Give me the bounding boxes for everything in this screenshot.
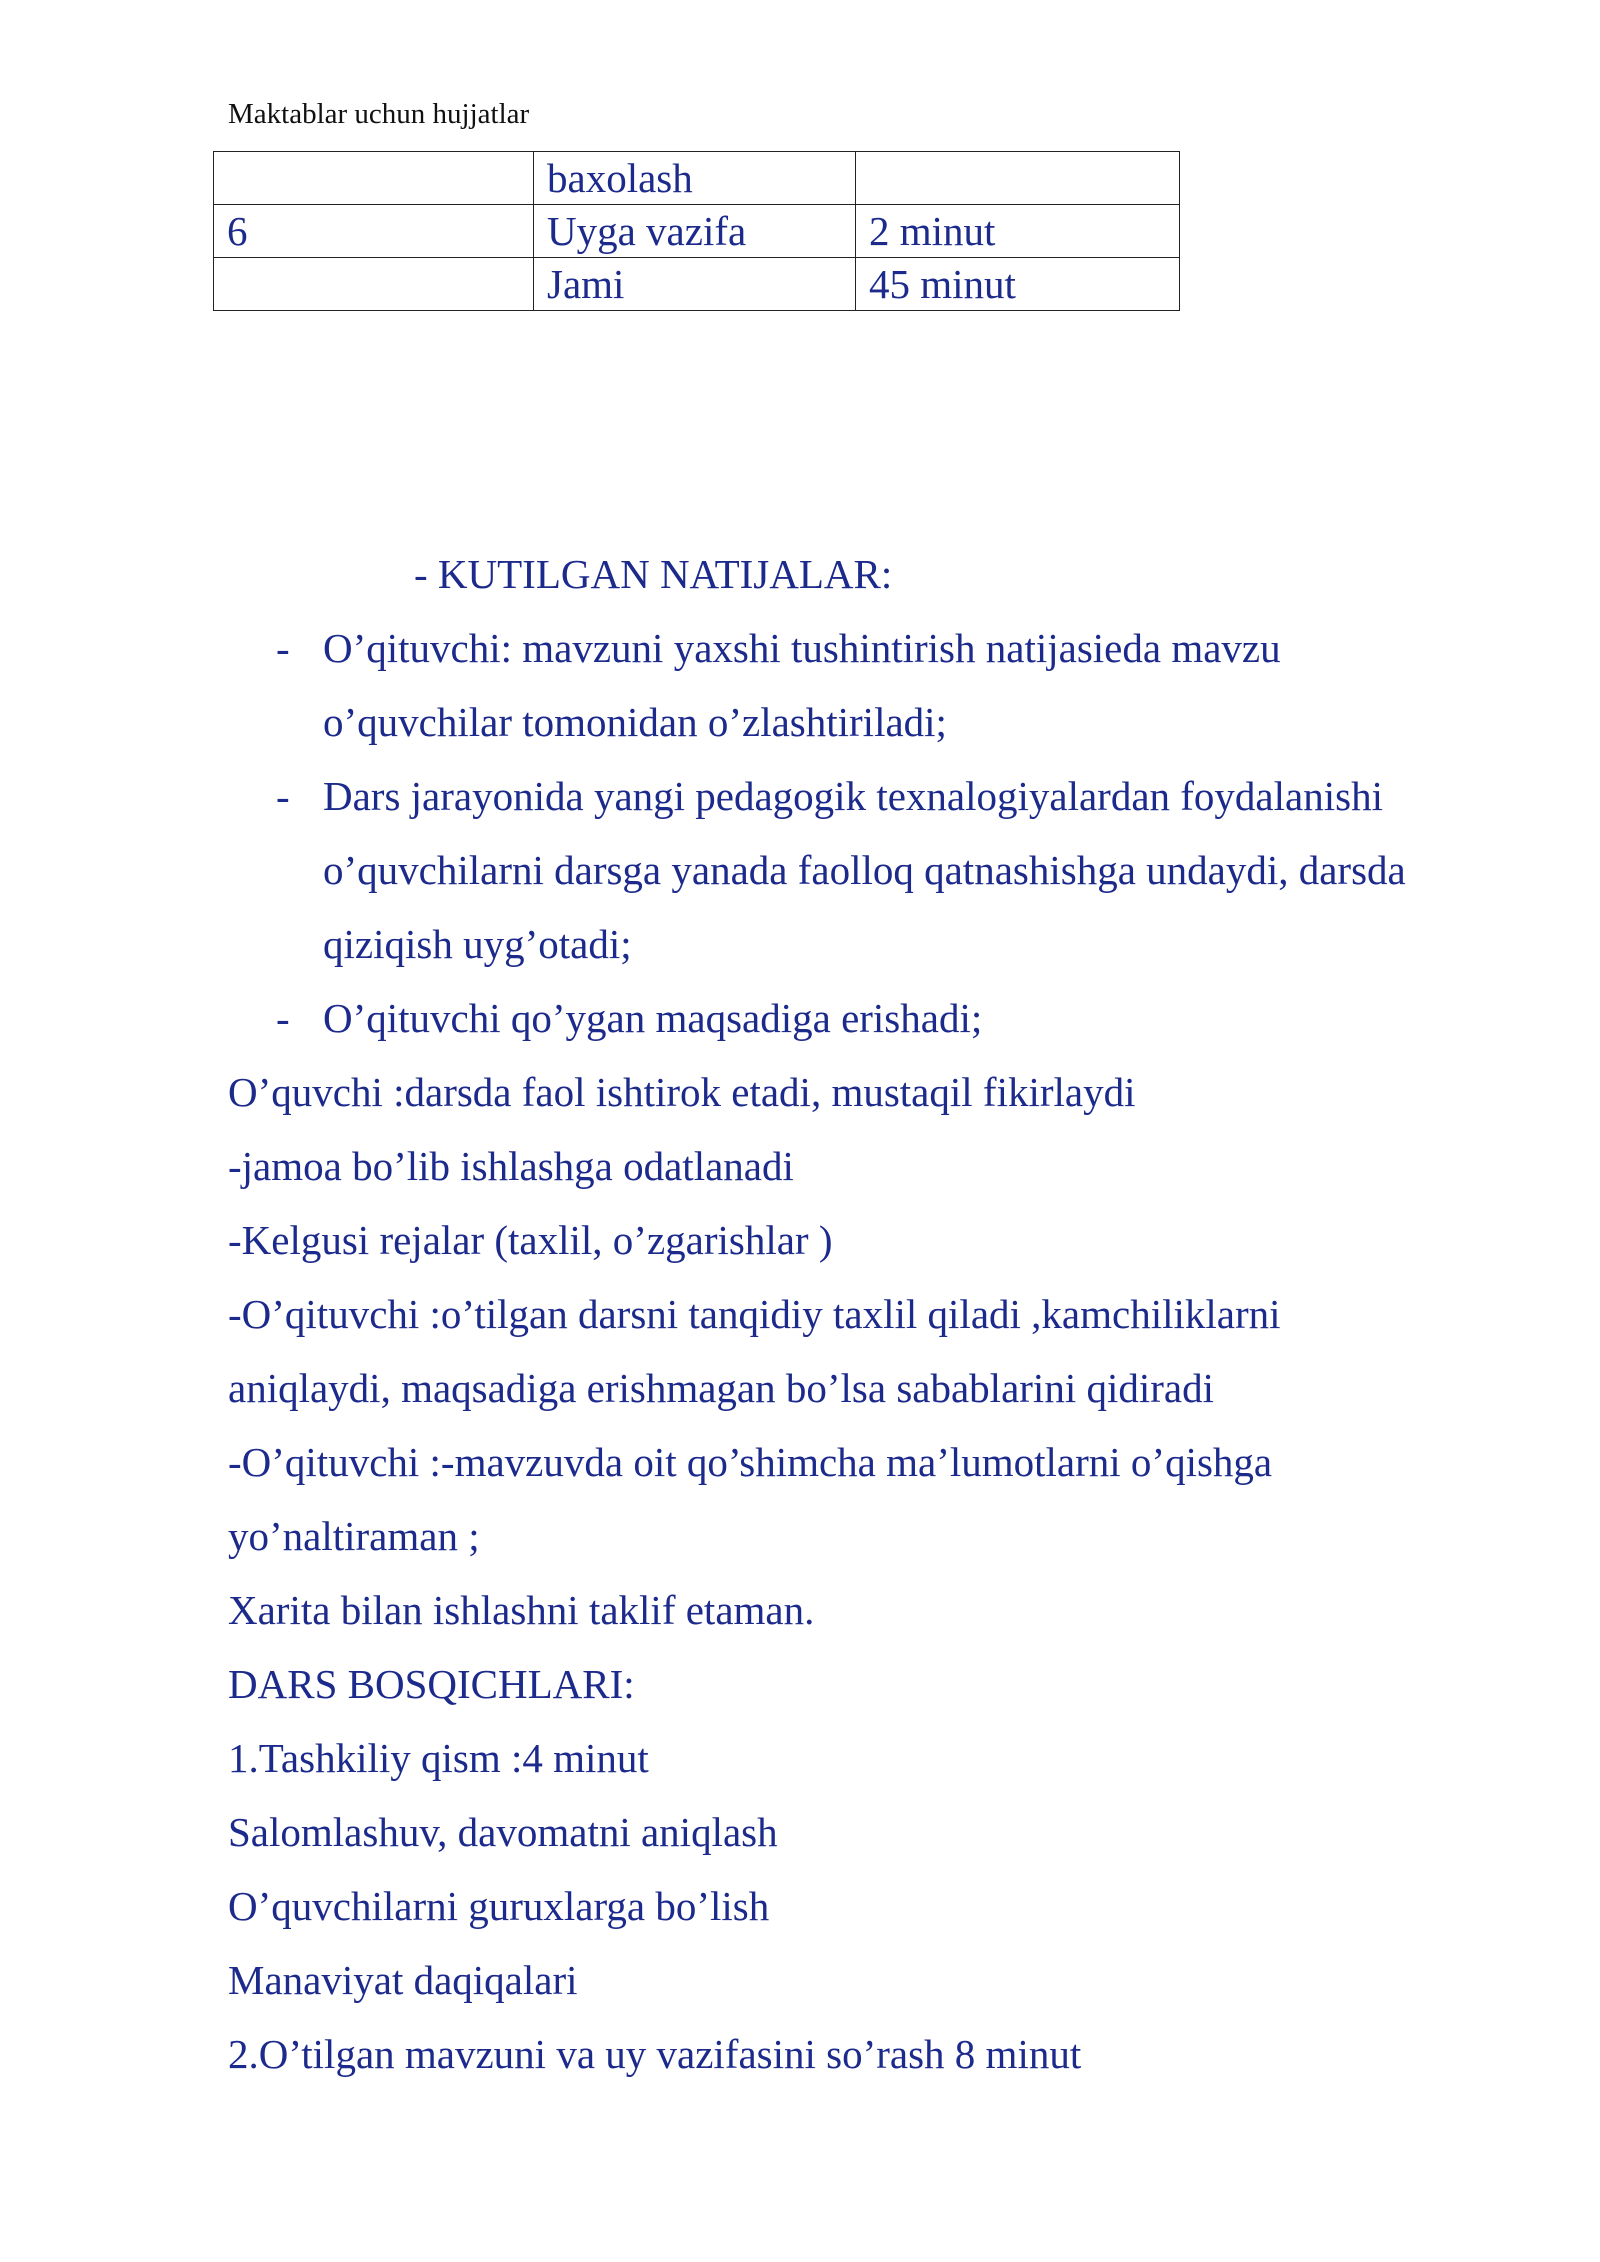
body-line: yo’naltiraman ;: [228, 1513, 480, 1559]
body-line: -Kelgusi rejalar (taxlil, o’zgarishlar ): [228, 1217, 833, 1263]
bullet-dash: -: [276, 773, 290, 819]
body-line: 1.Tashkiliy qism :4 minut: [228, 1735, 649, 1781]
bullet-line: qiziqish uyg’otadi;: [323, 921, 632, 967]
table-row: [214, 258, 1180, 311]
body-line: -jamoa bo’lib ishlashga odatlanadi: [228, 1143, 794, 1189]
section-heading: - KUTILGAN NATIJALAR:: [414, 551, 893, 597]
bullet-line: o’quvchilarni darsga yanada faolloq qatnashishga undaydi, darsda: [323, 847, 1406, 893]
body-line: aniqlaydi, maqsadiga erishmagan bo’lsa sabablarini qidiradi: [228, 1365, 1214, 1411]
table-row: [214, 152, 1180, 205]
body-line: Salomlashuv, davomatni aniqlash: [228, 1809, 778, 1855]
body-line: -O’qituvchi :-mavzuvda oit qo’shimcha ma’lumotlarni o’qishga: [228, 1439, 1273, 1485]
table-cell: [856, 152, 1180, 205]
bullet-line: o’quvchilar tomonidan o’zlashtiriladi;: [323, 699, 947, 745]
bullet-line: O’qituvchi qo’ygan maqsadiga erishadi;: [323, 995, 983, 1041]
bullet-line: O’qituvchi: mavzuni yaxshi tushintirish natijasieda mavzu: [323, 625, 1281, 671]
table-row: [214, 205, 1180, 258]
table-cell: 6: [214, 205, 534, 258]
table-cell: [214, 152, 534, 205]
body-line: DARS BOSQICHLARI:: [228, 1661, 635, 1707]
bullet-dash: -: [276, 995, 290, 1041]
table-cell: Uyga vazifa: [534, 205, 856, 258]
lesson-time-table: [213, 151, 1180, 311]
bullet-line: Dars jarayonida yangi pedagogik texnalogiyalardan foydalanishi: [323, 773, 1383, 819]
bullet-dash: -: [276, 625, 290, 671]
table-cell: 45 minut: [856, 258, 1180, 311]
body-line: O’quvchi :darsda faol ishtirok etadi, mustaqil fikirlaydi: [228, 1069, 1136, 1115]
body-line: O’quvchilarni guruxlarga bo’lish: [228, 1883, 770, 1929]
page-header: Maktablar uchun hujjatlar: [228, 98, 530, 130]
table-cell: baxolash: [534, 152, 856, 205]
body-line: 2.O’tilgan mavzuni va uy vazifasini so’rash 8 minut: [228, 2031, 1082, 2077]
body-line: Xarita bilan ishlashni taklif etaman.: [228, 1587, 815, 1633]
body-line: Manaviyat daqiqalari: [228, 1957, 578, 2003]
table-cell: 2 minut: [856, 205, 1180, 258]
table-cell: Jami: [534, 258, 856, 311]
body-line: -O’qituvchi :o’tilgan darsni tanqidiy taxlil qiladi ,kamchiliklarni: [228, 1291, 1281, 1337]
table-cell: [214, 258, 534, 311]
